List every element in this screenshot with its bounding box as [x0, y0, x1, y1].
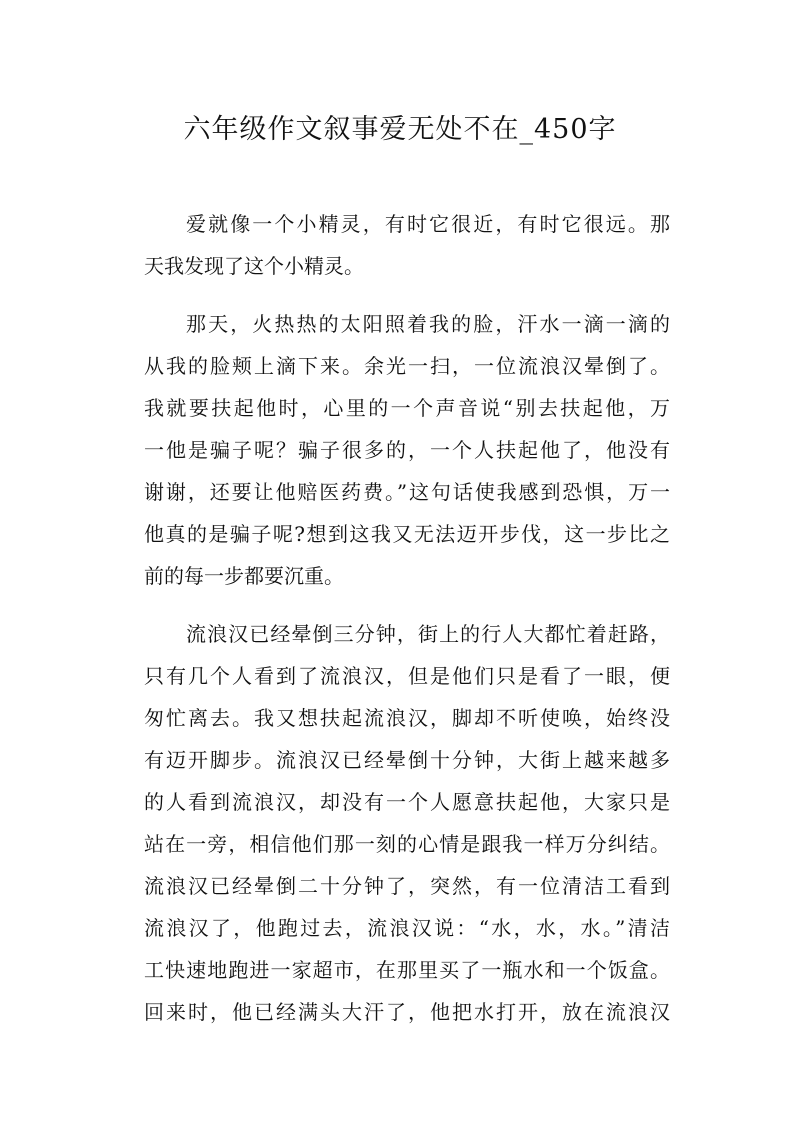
text-line: 我就要扶起他时，心里的一个声音说“别去扶起他，万: [144, 396, 670, 420]
text-line: 回来时，他已经满头大汗了，他把水打开，放在流浪汉: [144, 1000, 670, 1024]
text-line: 流浪汉了，他跑过去，流浪汉说：“水，水，水。”清洁: [144, 916, 670, 940]
text-line: 流浪汉已经晕倒三分钟，街上的行人大都忙着赶路，: [186, 622, 670, 646]
text-line: 有迈开脚步。流浪汉已经晕倒十分钟，大街上越来越多: [144, 748, 670, 772]
text-line: 从我的脸颊上滴下来。余光一扫，一位流浪汉晕倒了。: [144, 354, 670, 378]
text-line: 那天，火热热的太阳照着我的脸，汗水一滴一滴的: [186, 312, 670, 336]
text-line: 前的每一步都要沉重。: [144, 564, 344, 588]
text-line: 的人看到流浪汉，却没有一个人愿意扶起他，大家只是: [144, 790, 670, 814]
text-line: 只有几个人看到了流浪汉，但是他们只是看了一眼，便: [144, 664, 670, 688]
text-line: 一他是骗子呢？骗子很多的，一个人扶起他了，他没有: [144, 438, 670, 462]
text-line: 流浪汉已经晕倒二十分钟了，突然，有一位清洁工看到: [144, 874, 670, 898]
text-line: 天我发现了这个小精灵。: [144, 254, 364, 278]
text-line: 他真的是骗子呢?想到这我又无法迈开步伐，这一步比之: [144, 522, 670, 546]
text-line: 工快速地跑进一家超市，在那里买了一瓶水和一个饭盒。: [144, 958, 670, 982]
text-line: 爱就像一个小精灵，有时它很近，有时它很远。那: [186, 212, 670, 236]
text-line: 谢谢，还要让他赔医药费。”这句话使我感到恐惧，万一: [144, 480, 670, 504]
document-title: 六年级作文叙事爱无处不在_450字: [183, 114, 617, 145]
text-line: 站在一旁，相信他们那一刻的心情是跟我一样万分纠结。: [144, 832, 670, 856]
document-body: [144, 203, 670, 1033]
text-line: 匆忙离去。我又想扶起流浪汉，脚却不听使唤，始终没: [144, 706, 670, 730]
